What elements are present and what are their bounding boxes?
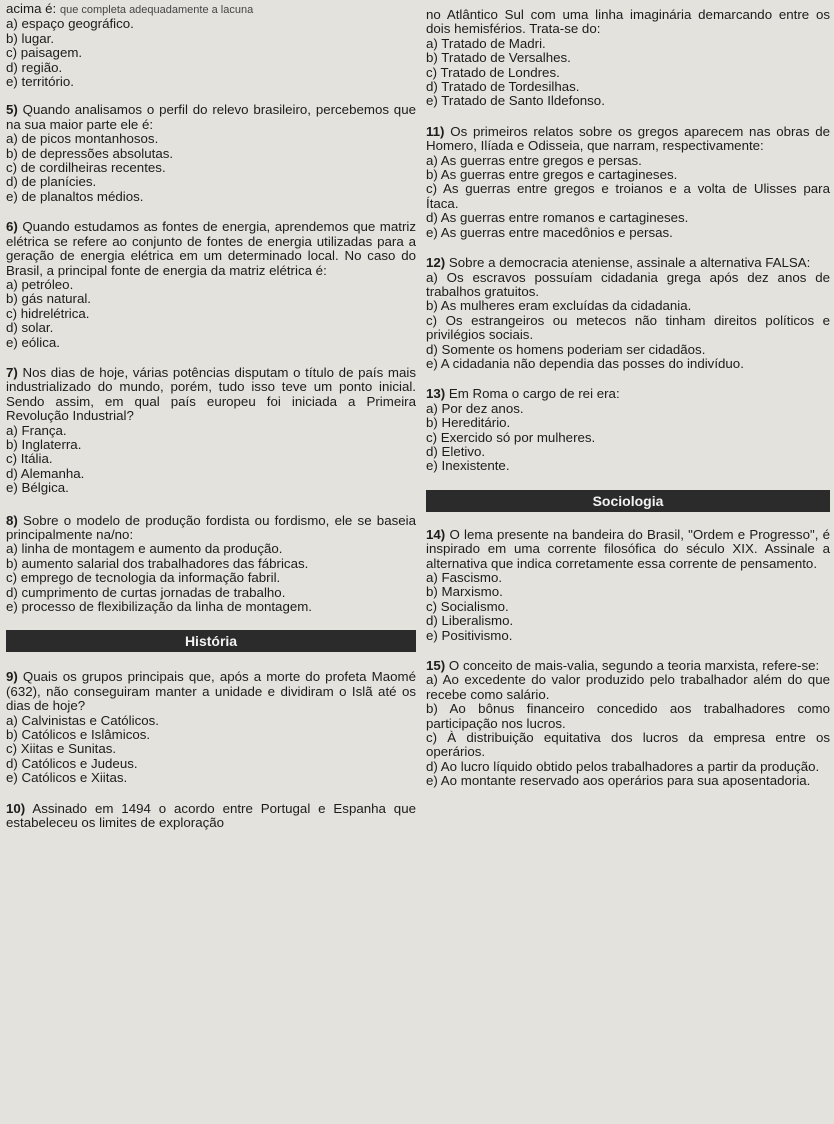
q13-option-c: c) Exercido só por mulheres. [426,429,596,445]
section-header-historia: História [6,630,416,652]
q12-option-e: e) A cidadania não dependia das posses do indivíduo. [426,355,744,371]
q11-option-c: c) As guerras entre gregos e troianos e a volta de Ulisses para Ítaca. [426,181,830,211]
q11-option-a: a) As guerras entre gregos e persas. [426,152,642,168]
q10-option-b: b) Tratado de Versalhes. [426,50,571,66]
q7-stem: 7) Nos dias de hoje, várias potências disputam o título de país mais industrializado do mundo, porém, tudo isso teve um ponto inicial. Sendo assim, em qual país europeu foi iniciada a Primeira Revolução Industrial? [6,364,416,424]
q12-option-d: d) Somente os homens poderiam ser cidadãos. [426,341,706,357]
q9-option-d: d) Católicos e Judeus. [6,755,138,771]
q13-option-b: b) Hereditário. [426,415,511,431]
q14-option-b: b) Marxismo. [426,584,503,600]
q7-option-d: d) Alemanha. [6,465,85,481]
q15-option-b: b) Ao bônus financeiro concedido aos trabalhadores como participação nos lucros. [426,701,830,731]
q4-stem-tail: acima é: que completa adequadamente a lacuna [6,1,254,16]
q13-option-a: a) Por dez anos. [426,400,524,416]
q12-stem: 12) Sobre a democracia ateniense, assinale a alternativa FALSA: [426,255,811,271]
q10-option-a: a) Tratado de Madri. [426,35,546,51]
q6-stem: 6) Quando estudamos as fontes de energia, aprendemos que matriz elétrica se refere ao conjunto de fontes de energia utilizadas para a geração de energia elétrica em um determinado local. No caso do Brasil, a principal fonte de energia da matriz elétrica é: [6,219,416,278]
q6-option-e: e) eólica. [6,334,60,350]
q4-option-c: c) paisagem. [6,45,83,61]
q4-option-a: a) espaço geográfico. [6,16,134,32]
q9-option-c: c) Xiitas e Sunitas. [6,741,117,757]
q8-option-d: d) cumprimento de curtas jornadas de trabalho. [6,584,286,600]
q10-option-e: e) Tratado de Santo Ildefonso. [426,93,605,109]
q7-option-b: b) Inglaterra. [6,436,82,452]
q14-option-c: c) Socialismo. [426,598,509,614]
q11-option-d: d) As guerras entre romanos e cartagineses. [426,210,689,226]
q5-option-e: e) de planaltos médios. [6,188,144,204]
q14-option-e: e) Positivismo. [426,627,513,643]
q7-option-c: c) Itália. [6,451,53,467]
q12-option-c: c) Os estrangeiros ou metecos não tinham direitos políticos e privilégios sociais. [426,312,830,343]
q13-option-d: d) Eletivo. [426,443,486,459]
q10-option-c: c) Tratado de Londres. [426,64,560,80]
q11-option-b: b) As guerras entre gregos e cartagineses. [426,167,678,183]
q8-option-b: b) aumento salarial dos trabalhadores das fábricas. [6,555,309,571]
section-header-sociologia: Sociologia [426,490,830,512]
q15-option-d: d) Ao lucro líquido obtido pelos trabalhadores a partir da produção. [426,758,820,774]
q7-option-a: a) França. [6,422,67,438]
q8-option-c: c) emprego de tecnologia da informação fabril. [6,570,281,586]
q5-stem: 5) Quando analisamos o perfil do relevo brasileiro, percebemos que na sua maior parte ele é: [6,102,416,132]
q8-option-a: a) linha de montagem e aumento da produção. [6,541,283,557]
q4-option-b: b) lugar. [6,30,55,46]
q12-option-b: b) As mulheres eram excluídas da cidadania. [426,298,692,314]
q10-option-d: d) Tratado de Tordesilhas. [426,79,580,95]
q13-option-e: e) Inexistente. [426,458,510,474]
q5-option-a: a) de picos montanhosos. [6,131,159,147]
q6-option-d: d) solar. [6,320,54,336]
q14-option-a: a) Fascismo. [426,570,503,585]
q15-option-e: e) Ao montante reservado aos operários para sua aposentadoria. [426,773,811,789]
q4-option-e: e) território. [6,74,74,90]
q15-stem: 15) O conceito de mais-valia, segundo a teoria marxista, refere-se: [426,658,820,674]
q9-stem: 9) Quais os grupos principais que, após a morte do profeta Maomé (632), não conseguiram manter a unidade e dividiram o Islã até os dias de hoje? [6,669,416,714]
q7-option-e: e) Bélgica. [6,480,69,496]
q12-option-a: a) Os escravos possuíam cidadania grega após dez anos de trabalhos gratuitos. [426,269,830,299]
q6-option-b: b) gás natural. [6,291,92,307]
q4-options [6,17,416,89]
q13-stem: 13) Em Roma o cargo de rei era: [426,386,620,402]
q5-option-b: b) de depressões absolutas. [6,145,174,161]
q14-option-d: d) Liberalismo. [426,613,514,629]
left-column [6,2,416,831]
q8-stem: 8) Sobre o modelo de produção fordista ou fordismo, ele se baseia principalmente na/no: [6,512,416,542]
q11-stem: 11) Os primeiros relatos sobre os gregos aparecem nas obras de Homero, Ilíada e Odisseia, que narram, respectivamente: [426,123,831,154]
q5-option-c: c) de cordilheiras recentes. [6,160,166,176]
q15-option-a: a) Ao excedente do valor produzido pelo trabalhador além do que recebe como salário. [426,672,830,702]
q6-option-c: c) hidrelétrica. [6,305,90,321]
q9-option-e: e) Católicos e Xiitas. [6,770,128,786]
q10-stem: 10) Assinado em 1494 o acordo entre Portugal e Espanha que estabeleceu os limites de exploração [6,800,416,831]
q6-option-a: a) petróleo. [6,276,74,292]
q11-option-e: e) As guerras entre macedônios e persas. [426,224,673,240]
q14-stem: 14) O lema presente na bandeira do Brasil, "Ordem e Progresso", é inspirado em uma corrente filosófica do século XIX. Assinale a alternativa que indica corretamente essa corrente de pensamento. [426,526,831,571]
q9-option-a: a) Calvinistas e Católicos. [6,712,159,728]
q15-option-c: c) À distribuição equitativa dos lucros da empresa entre os operários. [426,730,830,760]
right-column [426,2,830,789]
q5-option-d: d) de planícies. [6,174,97,190]
q9-option-b: b) Católicos e Islâmicos. [6,727,151,743]
q4-option-d: d) região. [6,59,63,75]
q10-stem-continued: no Atlântico Sul com uma linha imaginária demarcando entre os dois hemisférios. Trata-se do: [426,7,830,37]
q8-option-e: e) processo de flexibilização da linha de montagem. [6,599,313,615]
